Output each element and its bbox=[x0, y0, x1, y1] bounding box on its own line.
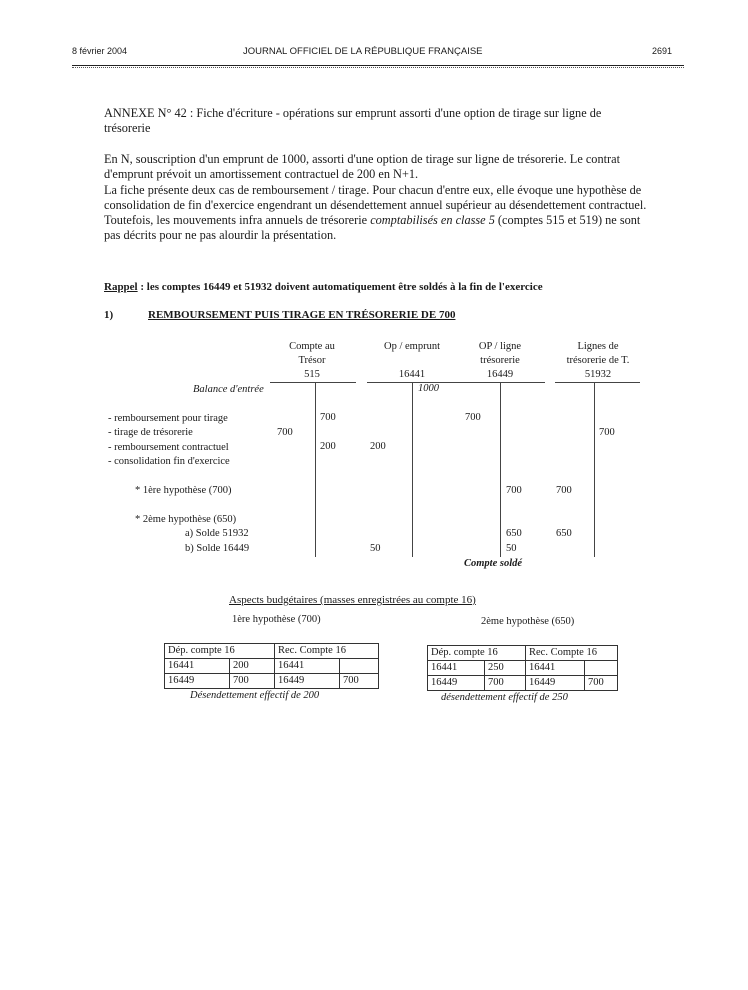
section-title: REMBOURSEMENT PUIS TIRAGE EN TRÉSORERIE DE 700 bbox=[148, 309, 456, 321]
account-515-header bbox=[270, 340, 354, 382]
header-date: 8 février 2004 bbox=[72, 46, 128, 56]
t-account-16449-stem bbox=[500, 382, 501, 557]
rec-value bbox=[585, 661, 618, 676]
header-rule-dotted bbox=[72, 67, 684, 68]
intro-line-3-a: Toutefois, les mouvements infra annuels de trésorerie bbox=[104, 213, 371, 228]
dep-value: 250 bbox=[485, 661, 526, 676]
value-contractuel-515: 200 bbox=[320, 441, 336, 452]
rappel-note bbox=[104, 281, 664, 293]
account-51932-line1: Lignes de bbox=[577, 341, 619, 352]
intro-paragraph bbox=[104, 152, 649, 244]
dep-account: 16441 bbox=[165, 659, 230, 674]
dep-account: 16449 bbox=[428, 676, 485, 691]
value-balance-16441: 1000 bbox=[418, 383, 439, 394]
intro-line-3 bbox=[104, 213, 649, 244]
value-tirage-515: 700 bbox=[277, 427, 293, 438]
row-balance: Balance d'entrée bbox=[193, 384, 264, 395]
account-16441-header bbox=[357, 340, 467, 382]
aspects-budgetaires-title: Aspects budgétaires (masses enregistrées au compte 16) bbox=[229, 594, 476, 606]
account-16441-line1: Op / emprunt bbox=[384, 341, 440, 352]
dep-header: Dép. compte 16 bbox=[165, 644, 275, 659]
value-hyp1-51932: 700 bbox=[556, 485, 572, 496]
value-solde-b-16441: 50 bbox=[370, 543, 381, 554]
dep-account: 16449 bbox=[165, 674, 230, 689]
row-remboursement-contractuel: - remboursement contractuel bbox=[108, 442, 229, 453]
t-account-16441-top bbox=[367, 382, 467, 383]
intro-line-3-b: (comptes 515 et 519) ne sont pas décrits pour ne pas alourdir la présentation. bbox=[104, 213, 641, 243]
section-number: 1) bbox=[104, 309, 114, 321]
dep-value: 200 bbox=[230, 659, 275, 674]
row-consolidation: - consolidation fin d'exercice bbox=[108, 456, 230, 467]
budget-table-hypothese-1 bbox=[164, 643, 379, 689]
rappel-text: : les comptes 16449 et 51932 doivent automatiquement être soldés à la fin de l'exercice bbox=[137, 281, 543, 293]
account-16449-line2: trésorerie bbox=[480, 355, 520, 366]
budget-hypothese-2-label: 2ème hypothèse (650) bbox=[481, 616, 575, 627]
row-solde-a: a) Solde 51932 bbox=[185, 528, 249, 539]
annex-title: ANNEXE N° 42 : Fiche d'écriture - opérations sur emprunt assorti d'une option de tirage sur ligne de trésorerie bbox=[104, 106, 602, 136]
dep-header: Dép. compte 16 bbox=[428, 646, 526, 661]
t-account-51932-top bbox=[555, 382, 640, 383]
dep-value: 700 bbox=[485, 676, 526, 691]
value-hyp1-16449: 700 bbox=[506, 485, 522, 496]
row-tirage: - tirage de trésorerie bbox=[108, 427, 193, 438]
rec-header: Rec. Compte 16 bbox=[526, 646, 618, 661]
rec-account: 16441 bbox=[526, 661, 585, 676]
account-515-number: 515 bbox=[304, 369, 320, 380]
rec-account: 16449 bbox=[526, 676, 585, 691]
header-rule bbox=[72, 65, 684, 66]
table-row bbox=[165, 659, 379, 674]
table-row bbox=[165, 674, 379, 689]
account-16441-number: 16441 bbox=[398, 369, 426, 380]
header-journal: JOURNAL OFFICIEL DE LA RÉPUBLIQUE FRANÇAISE bbox=[243, 46, 483, 57]
table-row bbox=[428, 676, 618, 691]
dep-value: 700 bbox=[230, 674, 275, 689]
intro-line-1: En N, souscription d'un emprunt de 1000, assorti d'une option de tirage sur ligne de trésorerie. Le contrat d'emprunt prévoit un amortissement contractuel de 200 en N+1. bbox=[104, 152, 620, 182]
table-header-row bbox=[165, 644, 379, 659]
rec-value bbox=[340, 659, 379, 674]
value-tirage-51932: 700 bbox=[599, 427, 615, 438]
budget-hypothese-1-label: 1ère hypothèse (700) bbox=[232, 614, 321, 625]
value-contractuel-16441: 200 bbox=[370, 441, 386, 452]
value-remb-515: 700 bbox=[320, 412, 336, 423]
t-account-16441-stem bbox=[412, 382, 413, 557]
account-16449-header bbox=[455, 340, 545, 382]
account-51932-line2: trésorerie de T. bbox=[566, 355, 630, 366]
t-account-51932-stem bbox=[594, 382, 595, 557]
rec-value: 700 bbox=[585, 676, 618, 691]
value-solde-b-16449: 50 bbox=[506, 543, 517, 554]
row-hypothese-2: * 2ème hypothèse (650) bbox=[135, 514, 237, 525]
row-remboursement-tirage: - remboursement pour tirage bbox=[108, 413, 228, 424]
table-row bbox=[428, 661, 618, 676]
compte-solde-note: Compte soldé bbox=[464, 558, 523, 569]
t-account-515-top bbox=[270, 382, 356, 383]
rec-header: Rec. Compte 16 bbox=[275, 644, 379, 659]
intro-line-2: La fiche présente deux cas de remboursement / tirage. Pour chacun d'entre eux, elle évoque une hypothèse de consolidation de fin d'exercice engendrant un désendettement annuel supérieur au désendettement contractuel. bbox=[104, 182, 647, 212]
budget-table-hypothese-2 bbox=[427, 645, 618, 691]
account-515-line2: Trésor bbox=[298, 355, 326, 366]
dep-account: 16441 bbox=[428, 661, 485, 676]
value-remb-16449: 700 bbox=[465, 412, 481, 423]
account-16449-number: 16449 bbox=[486, 369, 514, 380]
value-solde-a-51932: 650 bbox=[556, 528, 572, 539]
t-account-515-stem bbox=[315, 382, 316, 557]
account-16449-line1: OP / ligne bbox=[478, 341, 522, 352]
intro-line-3-em: comptabilisés en classe 5 bbox=[370, 213, 495, 228]
t-account-16449-top bbox=[457, 382, 545, 383]
table-header-row bbox=[428, 646, 618, 661]
header-page-number: 2691 bbox=[652, 46, 673, 56]
account-51932-header bbox=[548, 340, 648, 382]
budget-caption-2: désendettement effectif de 250 bbox=[441, 692, 568, 703]
row-hypothese-1: * 1ère hypothèse (700) bbox=[135, 485, 232, 496]
row-solde-b: b) Solde 16449 bbox=[185, 543, 250, 554]
rappel-label: Rappel bbox=[104, 281, 138, 293]
value-solde-a-16449: 650 bbox=[506, 528, 522, 539]
account-51932-number: 51932 bbox=[584, 369, 612, 380]
budget-caption-1: Désendettement effectif de 200 bbox=[190, 690, 320, 701]
account-515-line1: Compte au bbox=[289, 341, 335, 352]
rec-account: 16441 bbox=[275, 659, 340, 674]
rec-value: 700 bbox=[340, 674, 379, 689]
rec-account: 16449 bbox=[275, 674, 340, 689]
